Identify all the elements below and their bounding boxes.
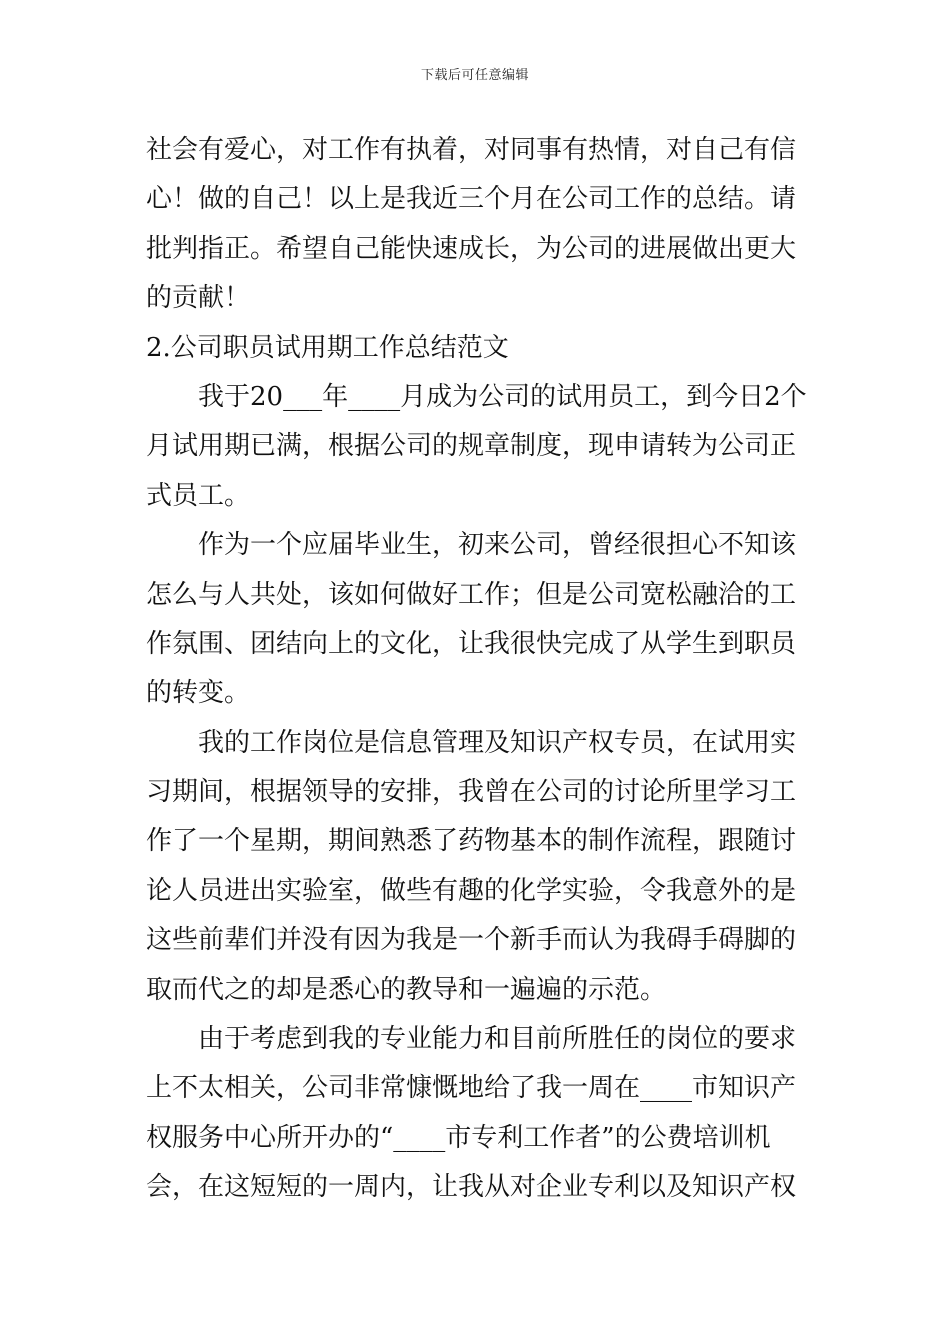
text-line: 习期间，根据领导的安排，我曾在公司的讨论所里学习工 xyxy=(146,777,797,808)
section-heading: 2.公司职员试用期工作总结范文 xyxy=(146,332,509,363)
text-line: 这些前辈们并没有因为我是一个新手而认为我碍手碍脚的 xyxy=(146,925,797,956)
paragraph-first-line: 我于20___年____月成为公司的试用员工，到今日2个 xyxy=(198,381,807,412)
text-line: 权服务中心所开办的“____市专利工作者”的公费培训机 xyxy=(146,1122,771,1153)
page-header: 下载后可任意编辑 xyxy=(420,68,529,83)
text-line: 作了一个星期，期间熟悉了药物基本的制作流程，跟随讨 xyxy=(146,826,797,857)
text-line: 批判指正。希望自己能快速成长，为公司的进展做出更大 xyxy=(146,233,797,264)
text-line: 月试用期已满，根据公司的规章制度，现申请转为公司正 xyxy=(146,431,797,462)
text-line: 社会有爱心，对工作有执着，对同事有热情，对自己有信 xyxy=(146,135,797,165)
text-line: 论人员进出实验室，做些有趣的化学实验，令我意外的是 xyxy=(146,875,797,906)
text-line: 的转变。 xyxy=(146,678,251,709)
text-line: 怎么与人共处，该如何做好工作；但是公司宽松融洽的工 xyxy=(146,579,797,610)
text-line: 的贡献！ xyxy=(146,283,251,314)
paragraph-first-line: 我的工作岗位是信息管理及知识产权专员，在试用实 xyxy=(198,727,797,758)
paragraph-first-line: 由于考虑到我的专业能力和目前所胜任的岗位的要求 xyxy=(198,1024,797,1055)
text-line: 会，在这短短的一周内，让我从对企业专利以及知识产权 xyxy=(146,1172,797,1203)
text-line: 作氛围、团结向上的文化，让我很快完成了从学生到职员 xyxy=(146,628,797,659)
text-line: 式员工。 xyxy=(146,480,251,511)
text-line: 上不太相关，公司非常慷慨地给了我一周在____市知识产 xyxy=(146,1073,797,1104)
document-body xyxy=(146,126,810,1213)
text-line: 心！做的自己！以上是我近三个月在公司工作的总结。请 xyxy=(146,184,797,215)
text-line: 取而代之的却是悉心的教导和一遍遍的示范。 xyxy=(146,974,667,1005)
paragraph-first-line: 作为一个应届毕业生，初来公司，曾经很担心不知该 xyxy=(198,530,797,561)
